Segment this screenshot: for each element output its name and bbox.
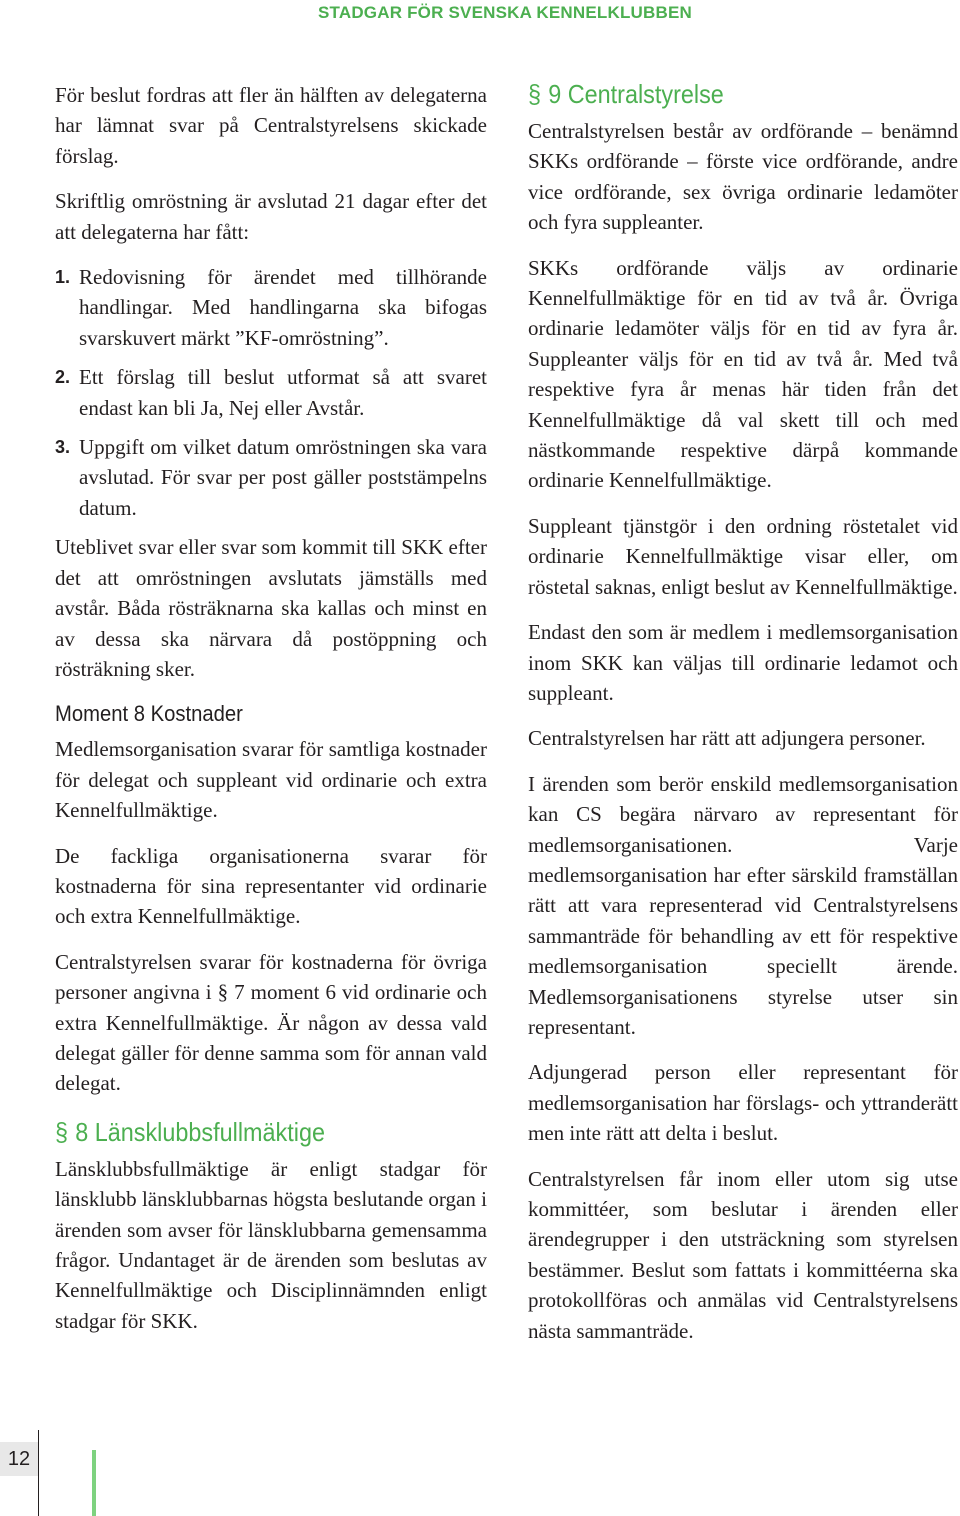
section-symbol: § <box>528 79 542 109</box>
page-number: 12 <box>0 1442 38 1476</box>
paragraph: Centralstyrelsen svarar för kostnaderna för övriga personer angivna i § 7 moment 6 vid ordinarie och extra Kennelfullmäktige. Är någon av dessa vald delegat gäller för denne samma som för annan vald delegat. <box>55 949 487 1096</box>
paragraph: Skriftlig omröstning är avslutad 21 dagar efter det att delegaterna har fått: <box>55 189 487 244</box>
list-item <box>55 262 487 353</box>
paragraph: Länsklubbsfullmäktige är enligt stadgar för länsklubb länsklubbarnas högsta beslutande organ i ärenden som avser för länsklubbarna gemensamma frågor. Undantaget är de ärenden som beslutas av Kennelfullmäktige och Disciplinnämnden enligt stadgar för SKK. <box>55 1156 487 1333</box>
section-9-title: 9 Centralstyrelse <box>548 79 724 109</box>
section-symbol: § <box>55 1116 69 1147</box>
paragraph: Centralstyrelsen får inom eller utom sig utse kommittéer, som beslutar i ärenden eller ärendegrupper i den utsträckning som styrelsen bestämmer. Beslut som fattats i kommittéerna ska protokollföras och anmälas vid Centralstyrelsens nästa sammanträde. <box>528 1166 958 1343</box>
paragraph: Centralstyrelsen har rätt att adjungera personer. <box>528 726 926 751</box>
section-9-heading <box>528 76 915 112</box>
moment-8-heading: Moment 8 Kostnader <box>55 701 243 727</box>
list-item <box>55 362 487 423</box>
right-column <box>528 76 958 1361</box>
paragraph: Suppleant tjänstgör i den ordning röstetalet vid ordinarie Kennelfullmäktige visar eller, om röstetal saknas, enligt beslut av Kennelfullmäktige. <box>528 513 958 599</box>
list-number: 1. <box>55 267 71 288</box>
section-8-heading <box>55 1114 444 1150</box>
list-item-text: Redovisning för ärendet med tillhörande handlingar. Med handlingarna ska bifogas svarskuvert märkt ”KF-omröstning”. <box>79 265 487 350</box>
paragraph: SKKs ordförande väljs av ordinarie Kennelfullmäktige för en tid av två år. Övriga ordinarie ledamöter väljs för en tid av fyra år. Suppleanter väljs för en tid av två år. Med två respektive fyra år menas här tiden från det Kennelfullmäktige då val skett till och med nästkommande respektive därpå kommande ordinarie Kennelfullmäktige. <box>528 255 958 493</box>
paragraph: De fackliga organisationerna svarar för kostnaderna för sina representanter vid ordinarie och extra Kennelfullmäktige. <box>55 843 487 929</box>
paragraph: Medlemsorganisation svarar för samtliga kostnader för delegat och suppleant vid ordinarie och extra Kennelfullmäktige. <box>55 737 487 823</box>
page-number-divider <box>38 1430 39 1516</box>
paragraph: I ärenden som berör enskild medlemsorganisation kan CS begära närvaro av representant för medlemsorganisationen. Varje medlemsorganisation har efter särskild framställan rätt att vara representerad vid Centralstyrelsens sammanträde för behandling av ett för respektive medlemsorganisation speciellt ärende. Medlemsorganisationens styrelse utser sin representant. <box>528 771 958 1039</box>
paragraph: Adjungerad person eller representant för medlemsorganisation har förslags- och yttranderätt men inte rätt att delta i beslut. <box>528 1060 958 1146</box>
section-8-title: 8 Länsklubbsfullmäktige <box>75 1116 325 1147</box>
paragraph: Endast den som är medlem i medlemsorganisation inom SKK kan väljas till ordinarie ledamot och suppleant. <box>528 620 958 705</box>
numbered-list <box>55 262 487 523</box>
running-header: STADGAR FÖR SVENSKA KENNELKLUBBEN <box>317 3 692 22</box>
list-number: 3. <box>55 437 71 458</box>
list-item-text: Ett förslag till beslut utformat så att svaret endast kan bli Ja, Nej eller Avstår. <box>79 365 487 420</box>
list-number: 2. <box>55 367 71 388</box>
footer-accent-bar <box>92 1450 96 1516</box>
list-item <box>55 432 487 523</box>
left-column <box>55 80 487 1351</box>
paragraph: Uteblivet svar eller svar som kommit till SKK efter det att omröstningen avslutats jämställs med avstår. Båda rösträknarna ska kallas och minst en av dessa ska närvara då postöppning och rösträkning sker. <box>55 535 487 681</box>
paragraph: Centralstyrelsen består av ordförande – benämnd SKKs ordförande – förste vice ordförande, andre vice ordförande, sex övriga ordinarie ledamöter och fyra suppleanter. <box>528 119 958 235</box>
list-item-text: Uppgift om vilket datum omröstningen ska vara avslutad. För svar per post gäller poststämpelns datum. <box>79 435 487 520</box>
paragraph: För beslut fordras att fler än hälften av delegaterna har lämnat svar på Centralstyrelsens skickade förslag. <box>55 83 487 168</box>
